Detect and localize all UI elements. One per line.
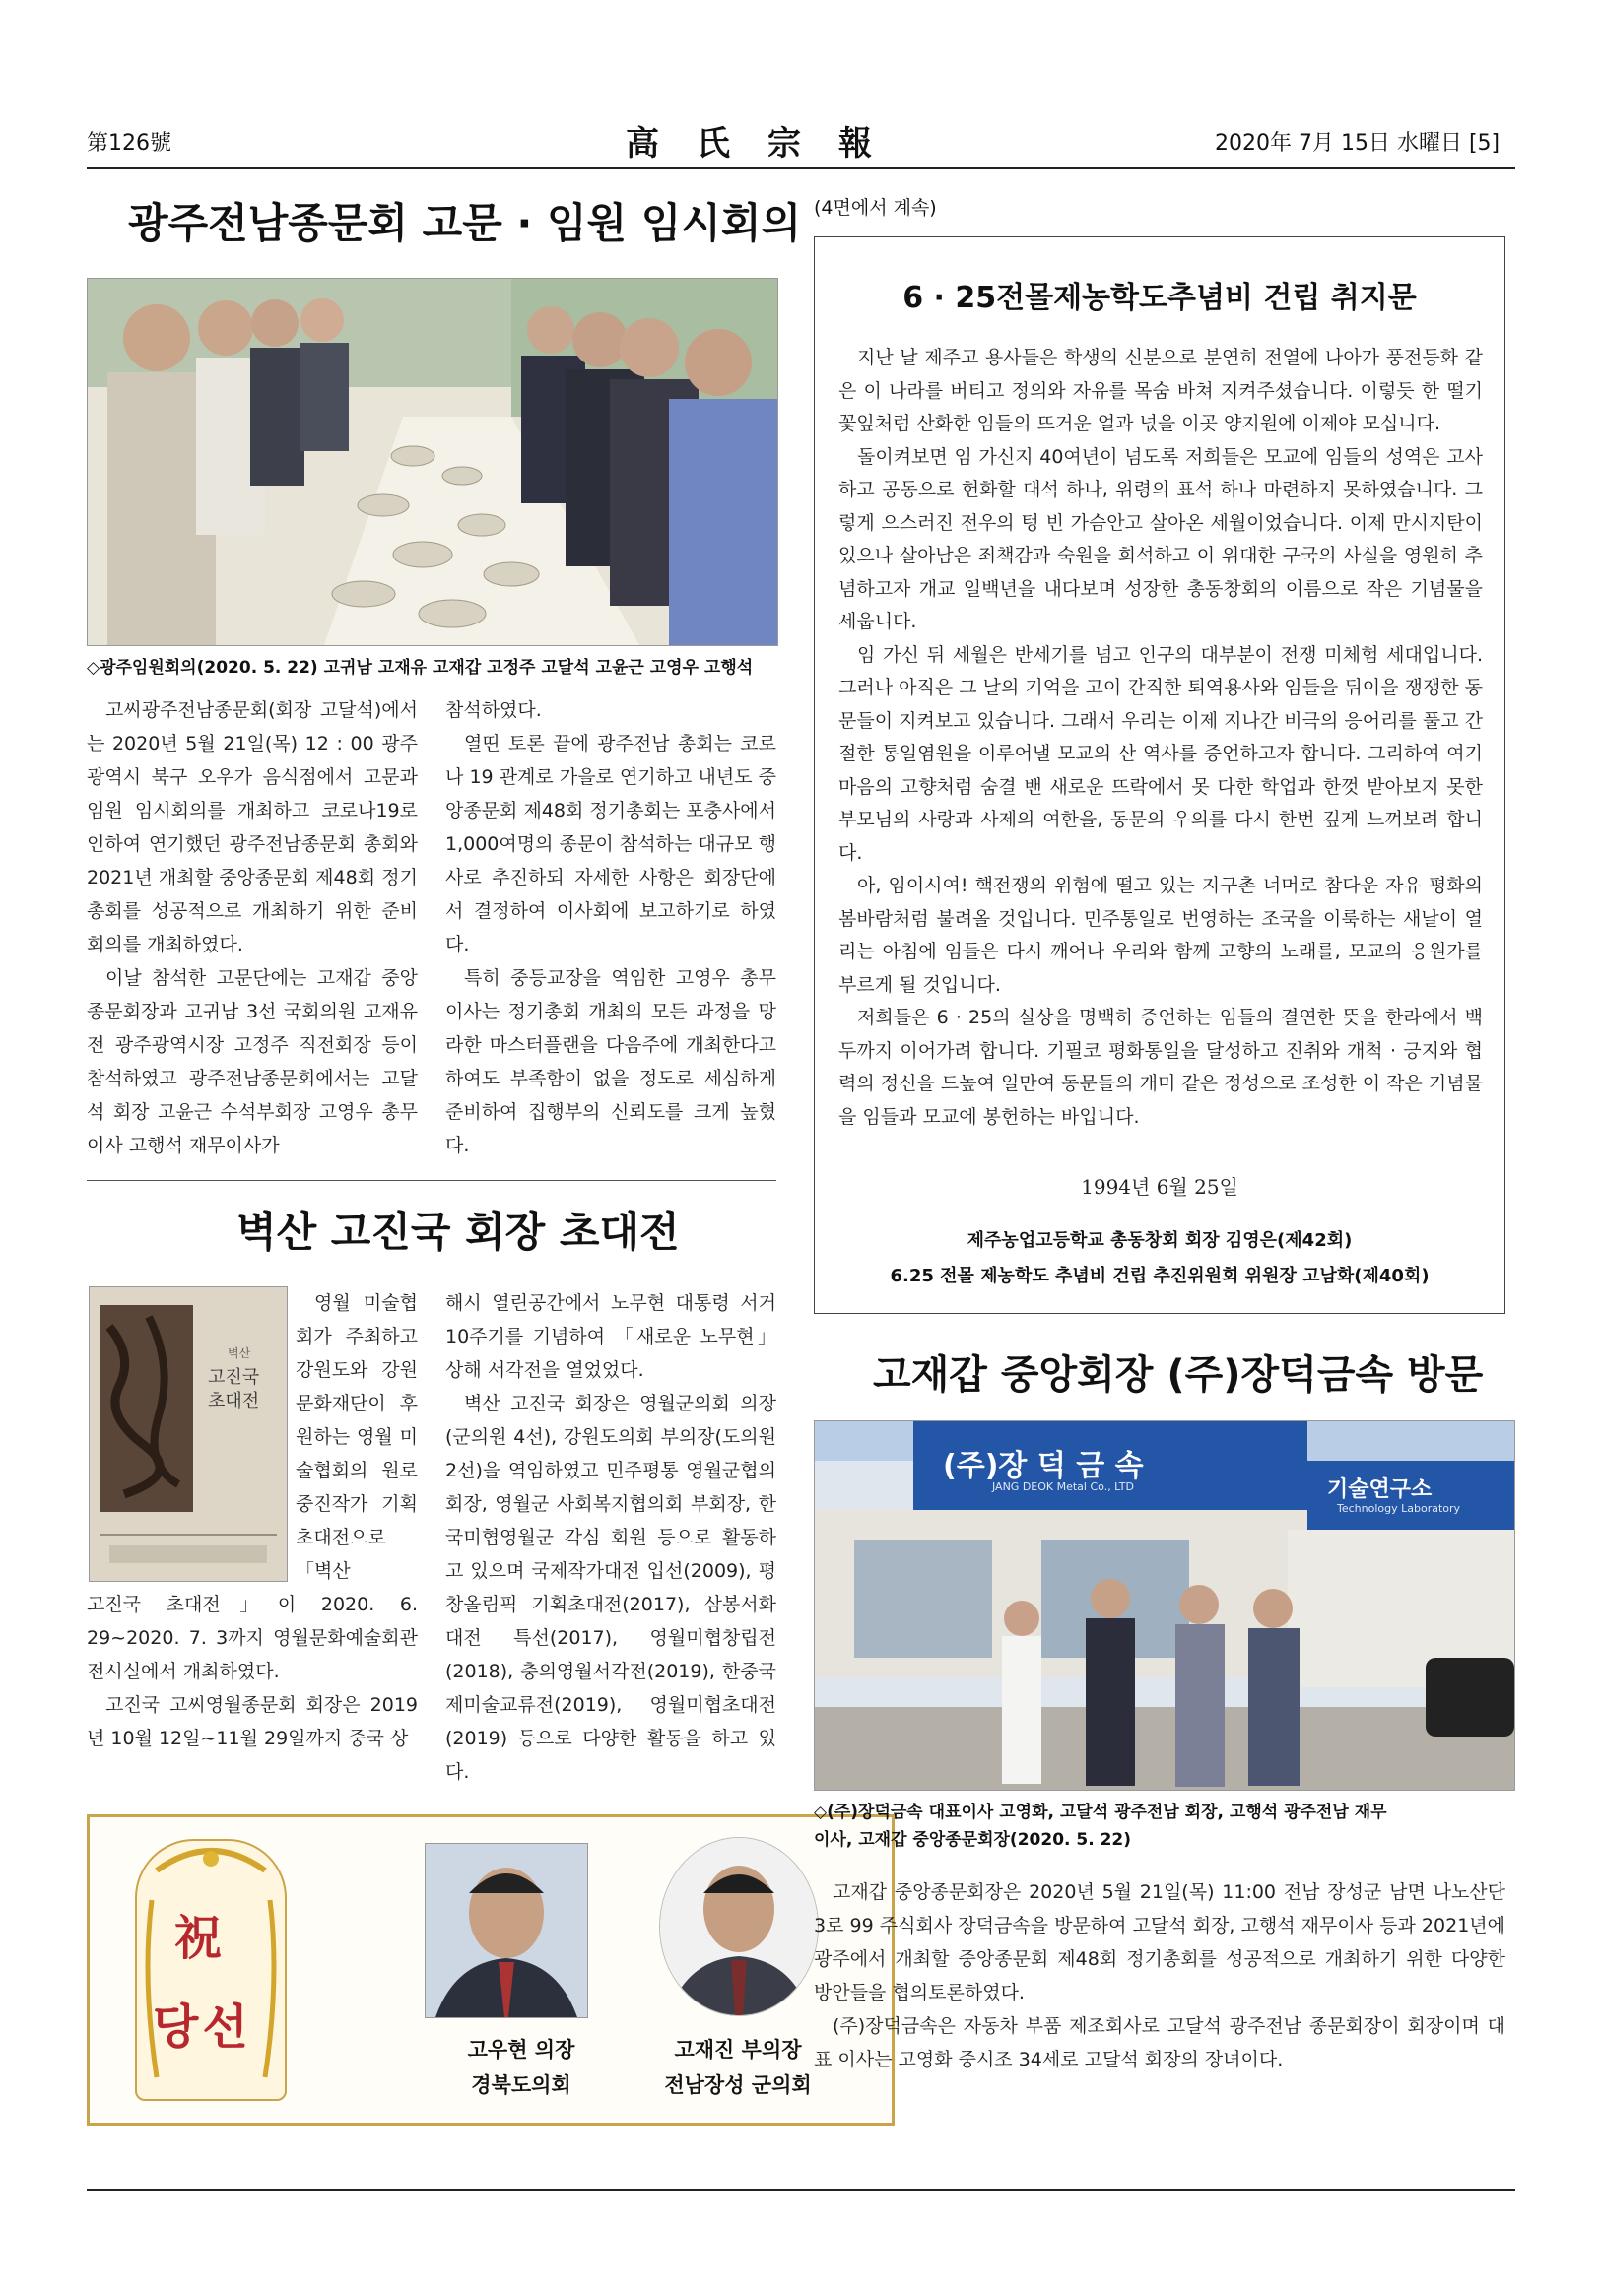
article3-body — [814, 1875, 1505, 2076]
article3-headline: 고재갑 중앙회장 (주)장덕금속 방문 — [873, 1352, 1484, 1398]
newspaper-title: 高氏宗報 — [626, 124, 909, 164]
memorial-text — [838, 342, 1483, 1134]
memorial-paragraph: 지난 날 제주고 용사들은 학생의 신분으로 분연히 전열에 나아가 풍전등화 같은 이 나라를 버티고 정의와 자유를 목숨 바쳐 지켜주셨습니다. 이렇듯 한 떨기 꽃잎처럼 산화한 임들의 뜨거운 얼과 넋을 이곳 양지원에 이제야 모십니다. — [838, 347, 1483, 434]
meeting-photo-caption: ◇광주임원회의(2020. 5. 22) 고귀남 고재유 고재갑 고정주 고달석 고윤근 고영우 고행석 — [87, 658, 754, 678]
person1-organization: 경북도의회 — [471, 2073, 571, 2097]
article3-paragraph: (주)장덕금속은 자동차 부품 제조회사로 고달석 광주전남 종문회장이 회장이며 대표 이사는 고영화 중시조 34세로 고달석 회장의 장녀이다. — [814, 2015, 1505, 2070]
poster-subtitle: 벽산 — [228, 1346, 251, 1360]
memorial-signature-2: 6.25 전몰 제농학도 추념비 건립 추진위원회 위원장 고남화(제40회) — [890, 1266, 1430, 1286]
memorial-paragraph: 저희들은 6 · 25의 실상을 명백히 증언하는 임들의 결연한 뜻을 한라에서 백두까지 이어가려 합니다. 기필코 평화통일을 달성하고 진취와 개척 · 긍지와 협력의 정신을 드높여 일만여 동문들의 개미 같은 정성으로 조성한 이 작은 기념물을 임들과 모교에 봉헌하는 바입니다. — [838, 1007, 1483, 1128]
person2-name: 고재진 부의장 — [674, 2038, 802, 2062]
memorial-paragraph: 돌이켜보면 임 가신지 40여년이 넘도록 저희들은 모교에 임들의 성역은 고사하고 공동으로 헌화할 대석 하나, 위령의 표석 하나 마련하지 못하였습니다. 그렇게 으스러진 전우의 텅 빈 가슴안고 살아온 세월이었습니다. 이제 만시지탄이 있으나 살아남은 죄책감과 숙원을 희석하고 이 위대한 구국의 사실을 영원히 추념하고자 개교 일백년을 내다보며 성장한 총동창회의 이름으로 작은 기념물을 세웁니다. — [838, 445, 1483, 632]
article2-column1 — [87, 1588, 418, 1755]
person1-name: 고우현 의장 — [467, 2038, 575, 2062]
lab-sign-english: Technology Laboratory — [1337, 1502, 1461, 1515]
masthead-rule — [87, 167, 1515, 169]
article1-paragraph: 고씨광주전남종문회(회장 고달석)에서는 2020년 5월 21일(목) 12 : 00 광주광역시 북구 오우가 음식점에서 고문과 임원 임시회의를 개최하고 코로나19로 인하여 연기했던 광주전남종문회 총회와 2021년 개최할 중앙종문회 제48회 정기총회를 성공적으로 개최하기 위한 준비 회의를 개최하였다. — [87, 699, 418, 955]
footer-rule — [87, 2189, 1515, 2191]
company-visit-photo — [814, 1420, 1515, 1791]
article2-column1-wrap — [296, 1286, 418, 1588]
meeting-photo — [87, 278, 778, 646]
congratulations-box — [87, 1814, 895, 2126]
portrait-goh-jaejin — [659, 1837, 819, 2016]
exhibition-poster — [89, 1286, 288, 1582]
article1-paragraph-continued: 참석하였다. — [445, 699, 542, 721]
company-visit-caption: ◇(주)장덕금속 대표이사 고영화, 고달석 광주전남 회장, 고행석 광주전남 재무 이사, 고재갑 중앙종문회장(2020. 5. 22) — [814, 1803, 1387, 1850]
memorial-paragraph: 아, 임이시여! 핵전쟁의 위험에 떨고 있는 지구촌 너머로 참다운 자유 평화의 봄바람처럼 불려올 것입니다. 민주통일로 번영하는 조국을 이룩하는 새날이 열리는 아침에 임들은 다시 깨어나 우리와 함께 고향의 노래를, 모교의 응원가를 부르게 될 것입니다. — [838, 875, 1483, 996]
congrats-character: 祝 — [174, 1911, 223, 1966]
article1-paragraph: 특히 중등교장을 역임한 고영우 총무이사는 정기총회 개최의 모든 과정을 망라한 마스터플랜을 다음주에 개최한다고 하여도 부족함이 없을 정도로 세심하게 준비하여 집행부의 신뢰도를 크게 높혔다. — [445, 967, 776, 1156]
portrait-goh-woohyun — [425, 1843, 588, 2018]
article2-headline: 벽산 고진국 회장 초대전 — [236, 1208, 680, 1256]
article1-headline: 광주전남종문회 고문 · 임원 임시회의 — [128, 199, 802, 247]
company-sign: (주)장 덕 금 속 — [943, 1449, 1144, 1483]
dragon-ornament-icon — [137, 1841, 285, 2099]
article3-paragraph: 고재갑 중앙종문회장은 2020년 5월 21일(목) 11:00 전남 장성군 남면 나노산단 3로 99 주식회사 장덕금속을 방문하여 고달석 회장, 고행석 재무이사 등과 2021년에 광주에서 개최할 중앙종문회 제48회 정기총회를 성공적으로 개최하기 위한 다양한 방안들을 협의토론하였다. — [814, 1881, 1505, 2003]
section-divider — [87, 1180, 776, 1181]
memorial-box — [814, 236, 1505, 1314]
memorial-signature-1: 제주농업고등학교 총동창회 회장 김영은(제42회) — [967, 1230, 1353, 1251]
person2-organization: 전남장성 군의회 — [664, 2073, 812, 2097]
memorial-title: 6 · 25전몰제농학도추념비 건립 취지문 — [902, 281, 1417, 315]
memorial-date: 1994년 6월 25일 — [1081, 1175, 1238, 1199]
article2-paragraph: 벽산 고진국 회장은 영월군의회 의장(군의원 4선), 강원도의회 부의장(도의원 2선)을 역임하였고 민주평통 영월군협의회장, 영월군 사회복지협의회 부회장, 한국미협영월군 각심 회원 등으로 활동하고 있으며 국제작가대전 입선(2009), 평창올림픽 기획초대전(2017), 삼봉서화대전 특선(2017), 영월미협창립전(2018), 충의영월서각전(2019), 한중국제미술교류전(2019), 영월미협초대전(2019) 등으로 다양한 활동을 하고 있다. — [445, 1393, 776, 1783]
article2-paragraph: 고진국 고씨영월종문회 회장은 2019년 10월 12일~11월 29일까지 중국 상 — [87, 1694, 418, 1749]
article1-paragraph: 열띤 토론 끝에 광주전남 총회는 코로나 19 관계로 가을로 연기하고 내년도 중앙종문회 제48회 정기총회는 포충사에서 1,000여명의 종문이 참석하는 대규모 행사로 추진하되 자세한 사항은 회장단에서 결정하여 이사회에 보고하기로 하였다. — [445, 733, 776, 955]
article1-column2 — [445, 693, 776, 1162]
article1-paragraph: 이날 참석한 고문단에는 고재갑 중앙종문회장과 고귀남 3선 국회의원 고재유 전 광주광역시장 고정주 직전회장 등이 참석하였고 광주전남종문회에서는 고달석 회장 고윤근 수석부회장 고영우 총무이사 고행석 재무이사가 — [87, 967, 418, 1156]
issue-date: 2020年 7月 15日 水曜日 [5] — [1215, 131, 1501, 156]
congrats-emblem — [135, 1839, 287, 2101]
congrats-elected: 당선 — [153, 2000, 252, 2055]
lab-sign: 기술연구소 — [1327, 1477, 1433, 1502]
article2-paragraph-continued: 고진국 초대전」이 2020. 6. 29~2020. 7. 3까지 영월문화예술회관 전시실에서 개최하였다. — [87, 1594, 418, 1682]
memorial-paragraph: 임 가신 뒤 세월은 반세기를 넘고 인구의 대부분이 전쟁 미체험 세대입니다. 그러나 아직은 그 날의 기억을 고이 간직한 퇴역용사와 임들을 뒤이을 쟁쟁한 동문들이 지켜보고 있습니다. 그래서 우리는 이제 지나간 비극의 응어리를 풀고 간절한 통일염원을 이루어낼 모교의 산 역사를 증언하고자 합니다. 그리하여 여기 마음의 고향처럼 숨결 밴 새로운 뜨락에서 못 다한 학업과 한껏 받아보지 못한 부모님의 사랑과 사제의 여한을, 동문의 우의를 다시 한번 깊게 느껴보려 합니다. — [838, 643, 1483, 864]
article2-paragraph: 영월 미술협회가 주최하고 강원도와 강원문화재단이 후원하는 영월 미술협회의 원로 중진작가 기획초대전으로 「벽산 — [296, 1292, 418, 1582]
continued-note: (4면에서 계속) — [814, 197, 937, 219]
article2-column2 — [445, 1286, 776, 1789]
company-sign-english: JANG DEOK Metal Co., LTD — [992, 1480, 1134, 1493]
issue-number: 第126號 — [87, 131, 171, 156]
article2-paragraph-continued: 해시 열린공간에서 노무현 대통령 서거 10주기를 기념하여 「새로운 노무현」 상해 서각전을 열었었다. — [445, 1292, 776, 1381]
article1-column1 — [87, 693, 418, 1162]
poster-title: 고진국 초대전 — [208, 1367, 260, 1411]
